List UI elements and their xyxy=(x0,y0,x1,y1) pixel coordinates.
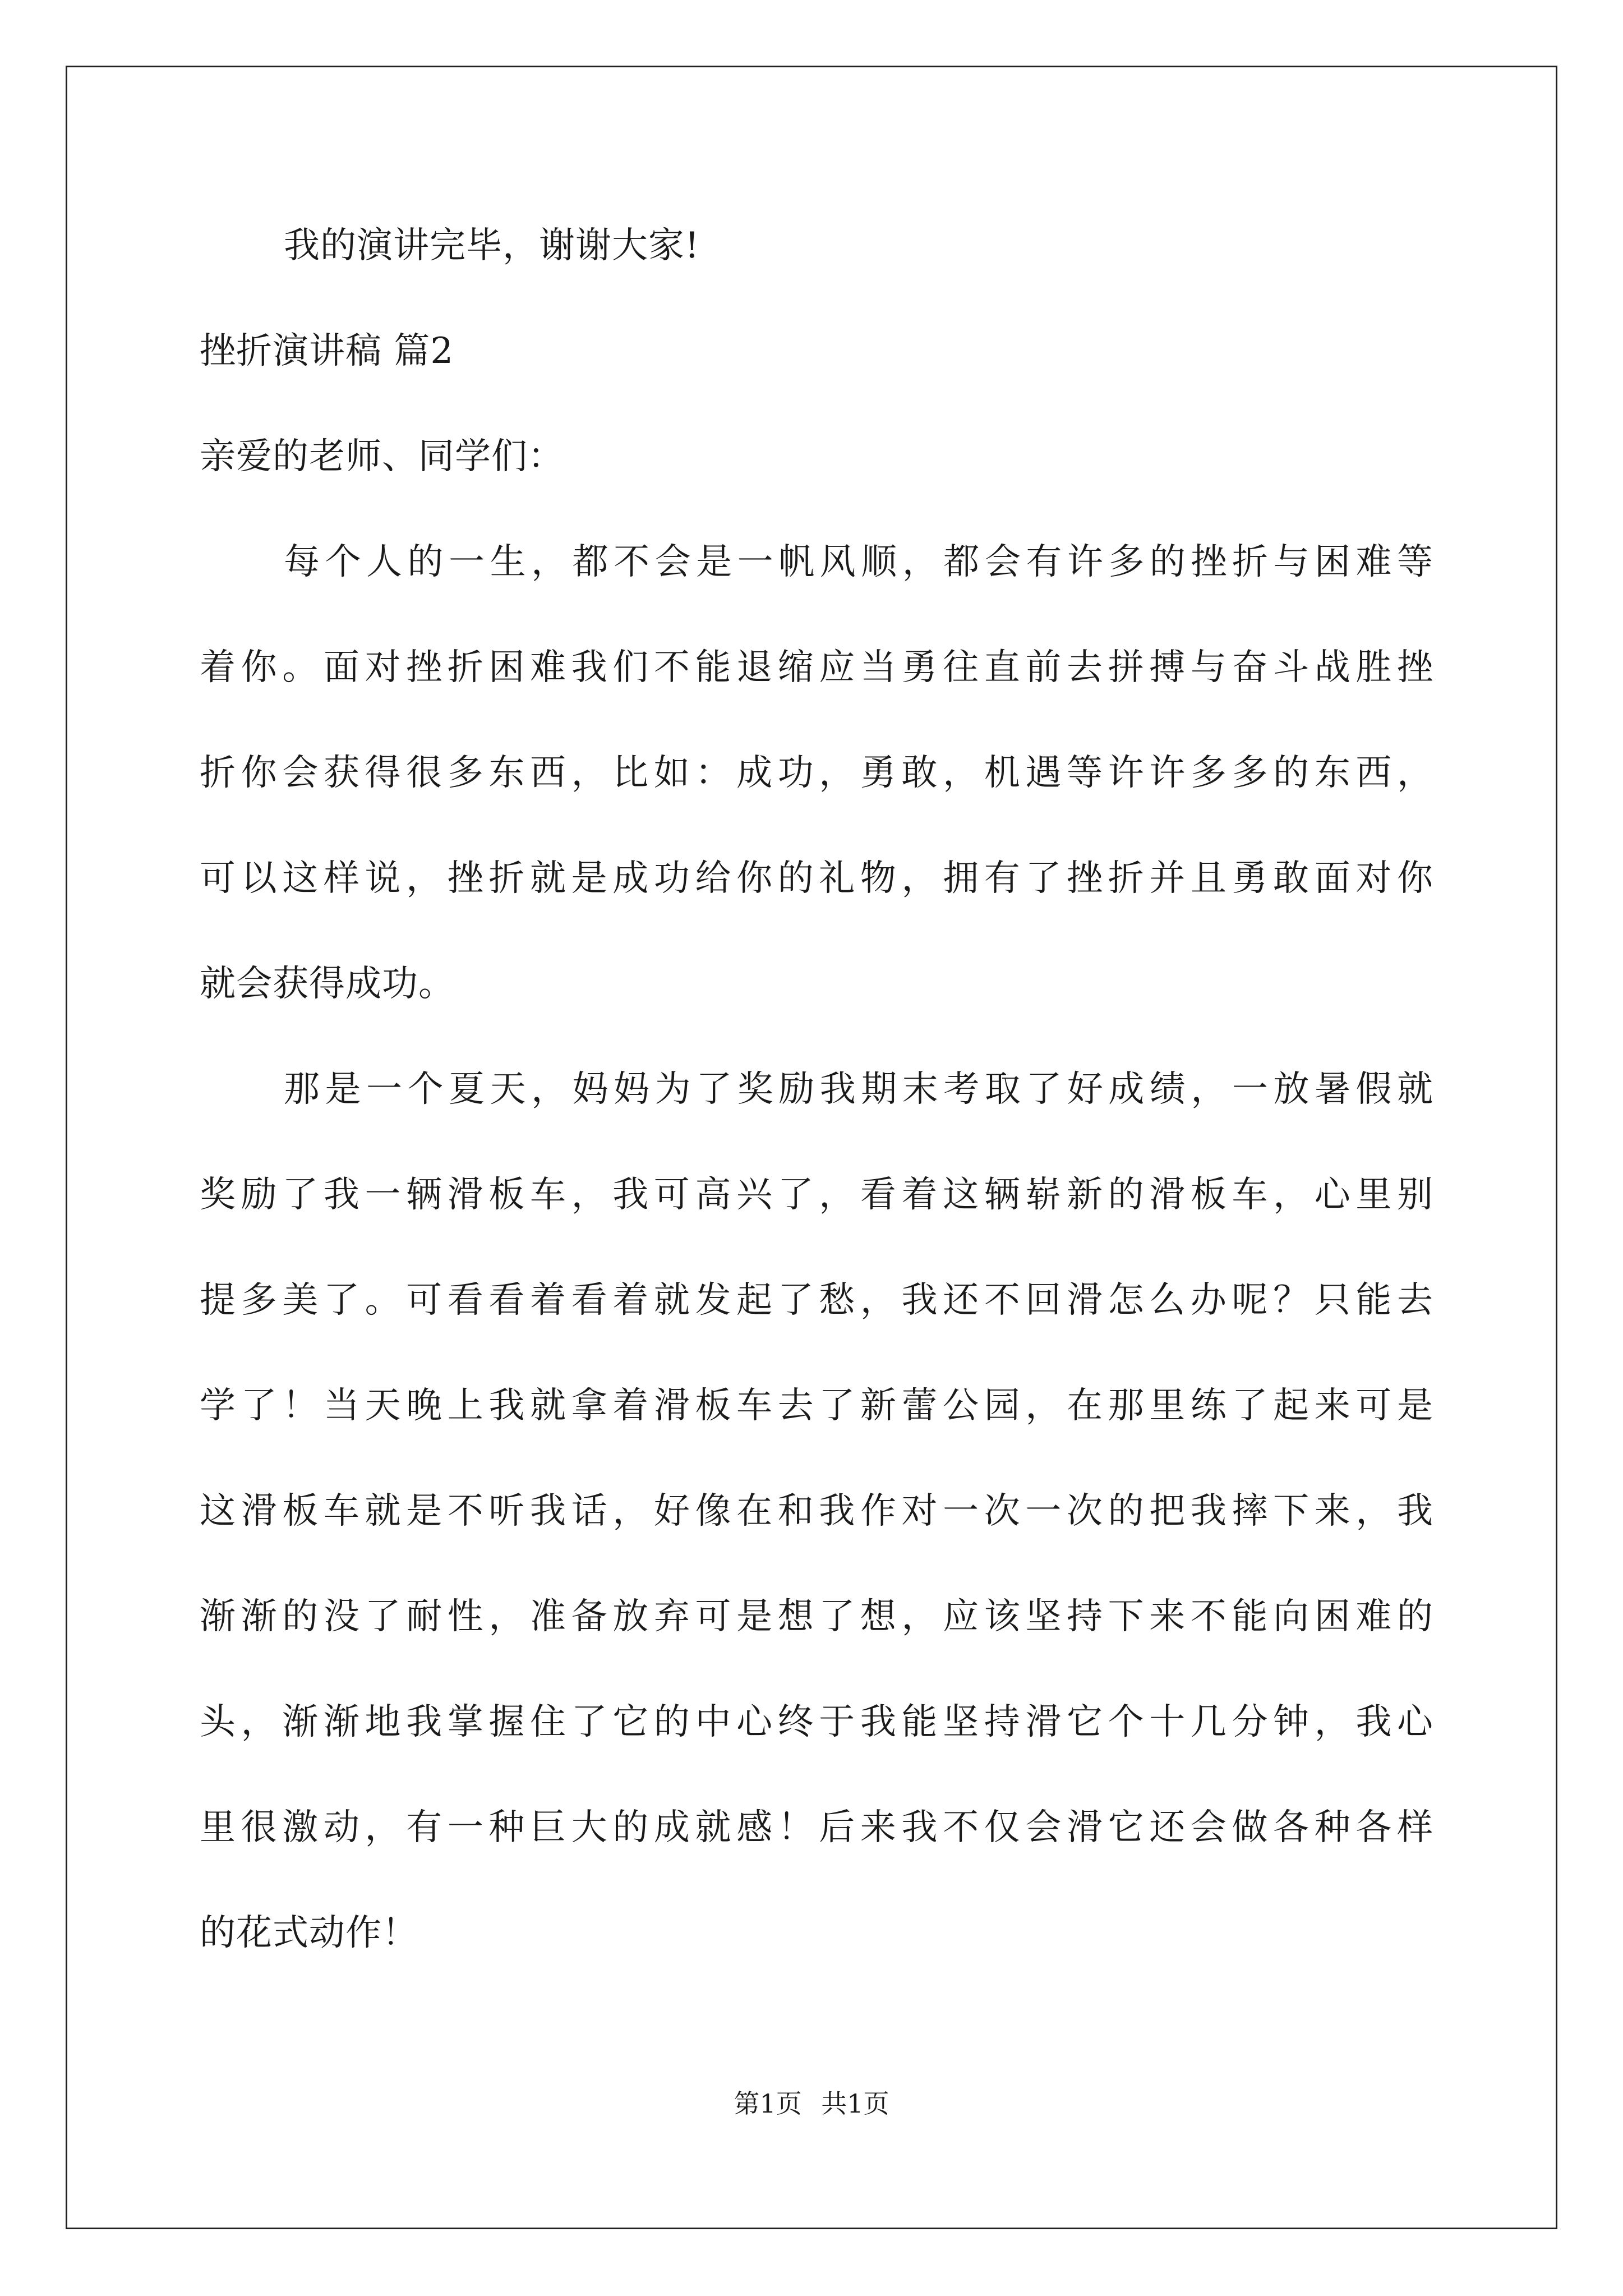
section-heading: 挫折演讲稿 篇2 xyxy=(200,330,454,372)
paragraph-line: 就会获得成功。 xyxy=(200,963,455,1005)
paragraph-line: 着你。面对挫折困难我们不能退缩应当勇往直前去拼搏与奋斗战胜挫 xyxy=(200,647,1433,688)
closing-line: 我的演讲完毕，谢谢大家! xyxy=(284,225,700,266)
paragraph-line: 学了！当天晚上我就拿着滑板车去了新蕾公园，在那里练了起来可是 xyxy=(200,1385,1433,1427)
paragraph-line: 里很激动，有一种巨大的成就感！后来我不仅会滑它还会做各种各样 xyxy=(200,1807,1433,1848)
paragraph-line: 渐渐的没了耐性，准备放弃可是想了想，应该坚持下来不能向困难的 xyxy=(200,1596,1433,1637)
paragraph-line: 折你会获得很多东西，比如：成功，勇敢，机遇等许许多多的东西， xyxy=(200,752,1433,794)
paragraph-line: 的花式动作！ xyxy=(200,1912,418,1954)
page-footer: 第1页 共1页 xyxy=(734,2088,889,2119)
paragraph-line: 这滑板车就是不听我话，好像在和我作对一次一次的把我摔下来，我 xyxy=(200,1490,1433,1532)
salutation: 亲爱的老师、同学们： xyxy=(200,436,564,477)
page-border xyxy=(66,66,1557,2229)
paragraph-line: 那是一个夏天，妈妈为了奖励我期末考取了好成绩，一放暑假就 xyxy=(284,1069,1433,1110)
paragraph-line: 奖励了我一辆滑板车，我可高兴了，看着这辆崭新的滑板车，心里别 xyxy=(200,1174,1433,1216)
paragraph-line: 可以这样说，挫折就是成功给你的礼物，拥有了挫折并且勇敢面对你 xyxy=(200,858,1433,899)
paragraph-line: 每个人的一生，都不会是一帆风顺，都会有许多的挫折与困难等 xyxy=(284,541,1433,583)
paragraph-line: 头，渐渐地我掌握住了它的中心终于我能坚持滑它个十几分钟，我心 xyxy=(200,1701,1433,1743)
paragraph-line: 提多美了。可看看着看着就发起了愁，我还不回滑怎么办呢？只能去 xyxy=(200,1280,1433,1321)
